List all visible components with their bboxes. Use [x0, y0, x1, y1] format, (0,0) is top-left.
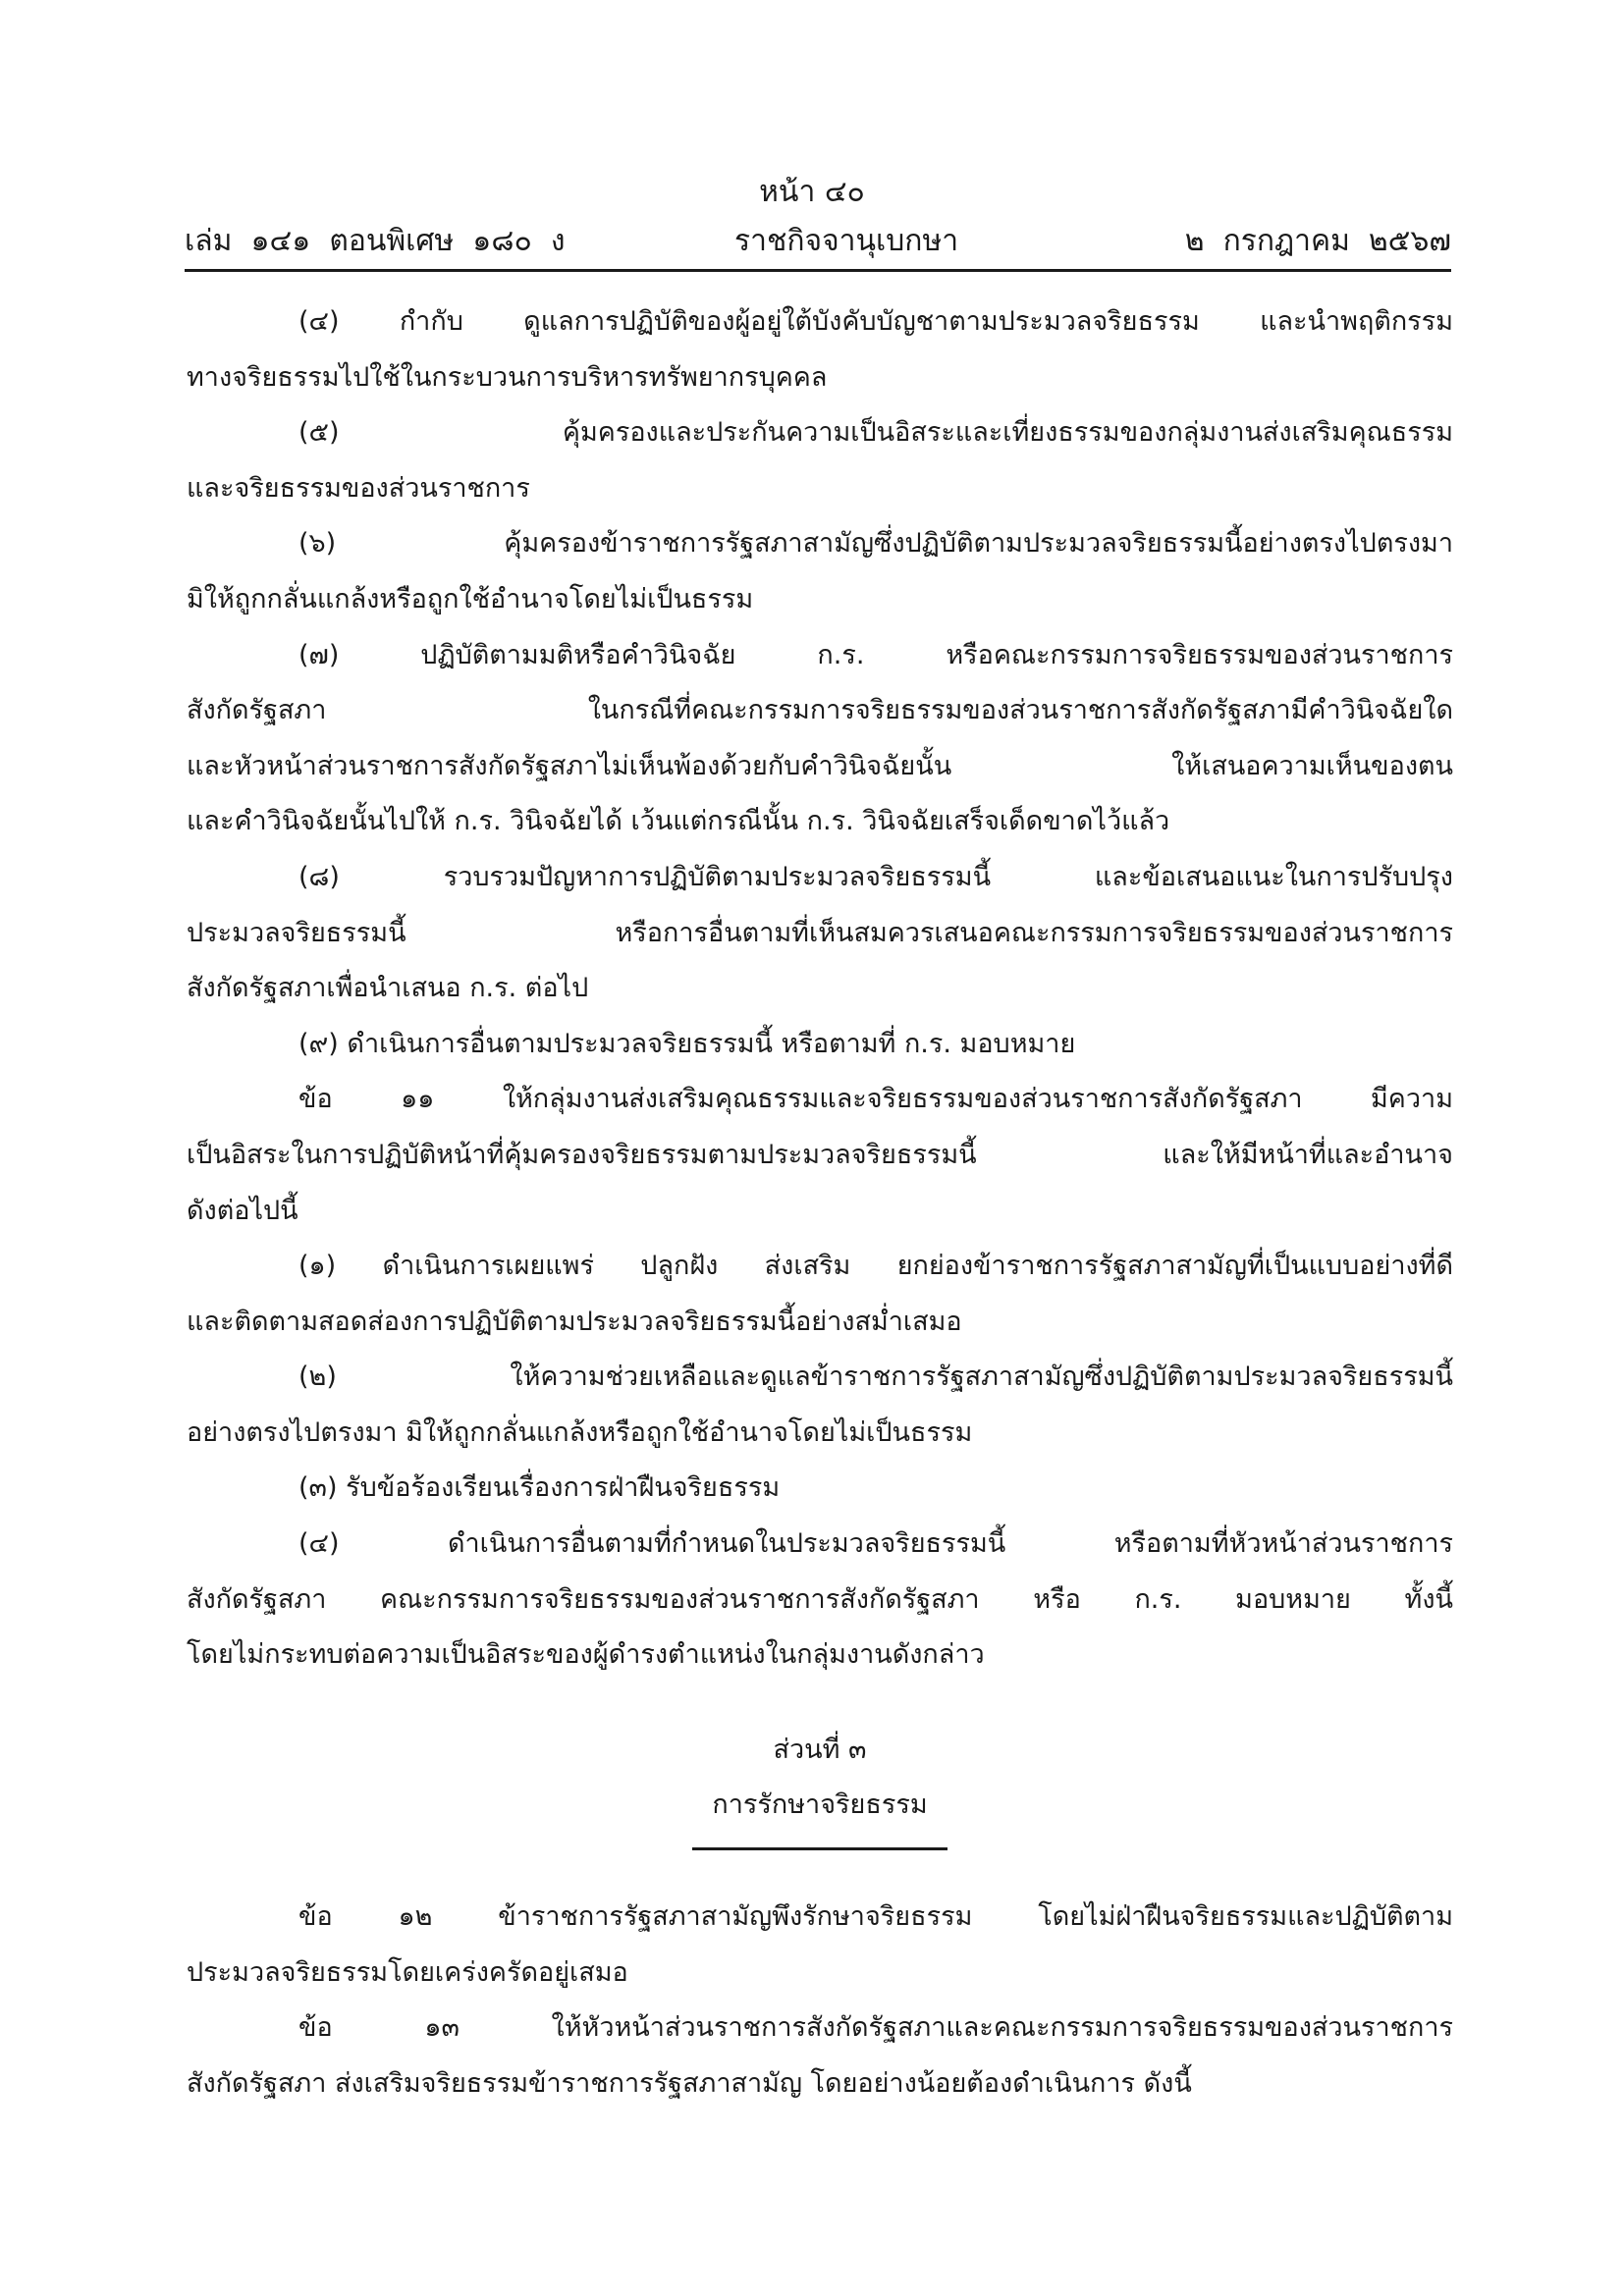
gazette-header: [185, 222, 1451, 265]
paragraph-line: ประมวลจริยธรรมโดยเคร่งครัดอยู่เสมอ: [187, 1956, 628, 1988]
paragraph-line: และติดตามสอดส่องการปฏิบัติตามประมวลจริยธรรมนี้อย่างสม่ำเสมอ: [187, 1306, 962, 1337]
paragraph-line: ดังต่อไปนี้: [187, 1195, 298, 1226]
paragraph-line: ประมวลจริยธรรมนี้ หรือการอื่นตามที่เห็นสมควรเสนอคณะกรรมการจริยธรรมของส่วนราชการ: [187, 917, 1453, 948]
paragraph-line: อย่างตรงไปตรงมา มิให้ถูกกลั่นแกล้งหรือถูกใช้อำนาจโดยไม่เป็นธรรม: [187, 1416, 973, 1448]
paragraph-line: และคำวินิจฉัยนั้นไปให้ ก.ร. วินิจฉัยได้ เว้นแต่กรณีนั้น ก.ร. วินิจฉัยเสร็จเด็ดขาดไว้แล้ว: [187, 806, 1170, 837]
section-title: การรักษาจริยธรรม: [712, 1789, 928, 1821]
paragraph-line: ทางจริยธรรมไปใช้ในกระบวนการบริหารทรัพยากรบุคคล: [187, 361, 828, 393]
document-body: [187, 294, 1453, 2111]
paragraph-line: สังกัดรัฐสภา ส่งเสริมจริยธรรมข้าราชการรัฐสภาสามัญ โดยอย่างน้อยต้องดำเนินการ ดังนี้: [187, 2067, 1192, 2099]
paragraph-line: สังกัดรัฐสภา ในกรณีที่คณะกรรมการจริยธรรมของส่วนราชการสังกัดรัฐสภามีคำวินิจฉัยใด: [187, 695, 1453, 726]
paragraph-line: ข้อ ๑๑ ให้กลุ่มงานส่งเสริมคุณธรรมและจริยธรรมของส่วนราชการสังกัดรัฐสภา มีความ: [298, 1084, 1453, 1115]
section-spacer: [187, 1850, 1453, 1890]
paragraph-line: มิให้ถูกกลั่นแกล้งหรือถูกใช้อำนาจโดยไม่เป็นธรรม: [187, 583, 754, 614]
paragraph-line: (๒) ให้ความช่วยเหลือและดูแลข้าราชการรัฐสภาสามัญซึ่งปฏิบัติตามประมวลจริยธรรมนี้: [298, 1362, 1453, 1393]
publication-date: ๒ กรกฎาคม ๒๕๖๗: [1184, 224, 1451, 258]
section-spacer: [187, 1683, 1453, 1723]
paragraph-line: (๔) ดำเนินการอื่นตามที่กำหนดในประมวลจริยธรรมนี้ หรือตามที่หัวหน้าส่วนราชการ: [298, 1528, 1453, 1560]
paragraph-line: และหัวหน้าส่วนราชการสังกัดรัฐสภาไม่เห็นพ้องด้วยกับคำวินิจฉัยนั้น ให้เสนอความเห็นของตน: [187, 750, 1453, 781]
paragraph-line: สังกัดรัฐสภาเพื่อนำเสนอ ก.ร. ต่อไป: [187, 973, 589, 1004]
paragraph-line: (๓) รับข้อร้องเรียนเรื่องการฝ่าฝืนจริยธรรม: [298, 1472, 781, 1504]
paragraph-line: สังกัดรัฐสภา คณะกรรมการจริยธรรมของส่วนราชการสังกัดรัฐสภา หรือ ก.ร. มอบหมาย ทั้งนี้: [187, 1583, 1453, 1615]
paragraph-line: (๙) ดำเนินการอื่นตามประมวลจริยธรรมนี้ หรือตามที่ ก.ร. มอบหมาย: [298, 1028, 1076, 1059]
header-rule: [185, 269, 1451, 272]
paragraph-line: (๔) กำกับ ดูแลการปฏิบัติของผู้อยู่ใต้บังคับบัญชาตามประมวลจริยธรรม และนำพฤติกรรม: [298, 306, 1453, 337]
paragraph-line: (๕) คุ้มครองและประกันความเป็นอิสระและเที่ยงธรรมของกลุ่มงานส่งเสริมคุณธรรม: [298, 417, 1453, 449]
paragraph-line: (๖) คุ้มครองข้าราชการรัฐสภาสามัญซึ่งปฏิบัติตามประมวลจริยธรรมนี้อย่างตรงไปตรงมา: [298, 528, 1453, 560]
paragraph-line: ข้อ ๑๒ ข้าราชการรัฐสภาสามัญพึงรักษาจริยธรรม โดยไม่ฝ่าฝืนจริยธรรมและปฏิบัติตาม: [298, 1901, 1453, 1933]
paragraph-line: เป็นอิสระในการปฏิบัติหน้าที่คุ้มครองจริยธรรมตามประมวลจริยธรรมนี้ และให้มีหน้าที่และอำนาจ: [187, 1139, 1453, 1170]
paragraph-line: ข้อ ๑๓ ให้หัวหน้าส่วนราชการสังกัดรัฐสภาและคณะกรรมการจริยธรรมของส่วนราชการ: [298, 2012, 1453, 2044]
paragraph-line: และจริยธรรมของส่วนราชการ: [187, 472, 530, 504]
section-number: ส่วนที่ ๓: [773, 1734, 867, 1765]
paragraph-line: (๘) รวบรวมปัญหาการปฏิบัติตามประมวลจริยธรรมนี้ และข้อเสนอแนะในการปรับปรุง: [298, 861, 1453, 892]
paragraph-line: (๑) ดำเนินการเผยแพร่ ปลูกฝัง ส่งเสริม ยกย่องข้าราชการรัฐสภาสามัญที่เป็นแบบอย่างที่ดี: [298, 1251, 1453, 1282]
gazette-name: ราชกิจจานุเบกษา: [734, 224, 959, 258]
volume-issue: เล่ม ๑๔๑ ตอนพิเศษ ๑๘๐ ง: [185, 224, 566, 258]
paragraph-line: โดยไม่กระทบต่อความเป็นอิสระของผู้ดำรงตำแหน่งในกลุ่มงานดังกล่าว: [187, 1639, 985, 1671]
page-number: หน้า ๔๐: [759, 175, 865, 209]
paragraph-line: (๗) ปฏิบัติตามมติหรือคำวินิจฉัย ก.ร. หรือคณะกรรมการจริยธรรมของส่วนราชการ: [298, 639, 1453, 670]
